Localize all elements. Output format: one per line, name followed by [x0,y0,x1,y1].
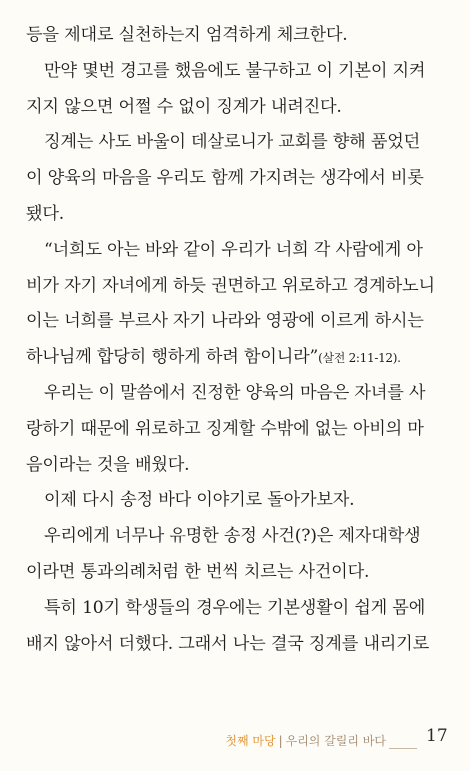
footer-separator: | [278,734,283,748]
text-line: 랑하기 때문에 위로하고 징계할 수밖에 없는 아비의 마 [26,418,424,439]
chapter-title: 우리의 갈릴리 바다 [285,734,386,748]
text-line: 만약 몇번 경고를 했음에도 불구하고 이 기본이 지켜 [44,60,426,81]
text-line: 이는 너희를 부르사 자기 나라와 영광에 이르게 하시는 [26,311,424,332]
text-line: 이 양육의 마음을 우리도 함께 가지려는 생각에서 비롯 [26,168,424,189]
body-text [26,18,450,662]
text-line: 이라면 통과의례처럼 한 번씩 치르는 사건이다. [26,561,370,582]
page-footer [0,726,470,756]
text-line: 음이라는 것을 배웠다. [26,454,190,475]
footer-rule [389,748,417,749]
scripture-citation: (살전 2:11-12). [318,351,401,366]
running-head [225,732,386,749]
page-number: 17 [426,726,448,746]
text-line: 징계는 사도 바울이 데살로니가 교회를 향해 품었던 [44,132,421,153]
text-line: “너희도 아는 바와 같이 우리가 너희 각 사람에게 아 [44,239,423,260]
chapter-label: 첫째 마당 [225,734,276,748]
text-line: 등을 제대로 실천하는지 엄격하게 체크한다. [26,25,348,45]
text-line: 배지 않아서 더했다. 그래서 나는 결국 징계를 내리기로 [26,633,429,654]
text-line: 우리에게 너무나 유명한 송정 사건(?)은 제자대학생 [44,526,421,547]
text-line-with-citation [26,340,450,376]
text-line: 됐다. [26,203,65,224]
text-line: 비가 자기 자녀에게 하듯 권면하고 위로하고 경계하노니 [26,275,435,296]
text-line: 하나님께 합당히 행하게 하려 함이니라” [26,347,319,368]
text-line: 우리는 이 말씀에서 진정한 양육의 마음은 자녀를 사 [44,382,426,403]
text-line: 이제 다시 송정 바다 이야기로 돌아가보자. [44,490,355,511]
text-line: 지지 않으면 어쩔 수 없이 징계가 내려진다. [26,96,342,117]
text-line: 특히 10기 학생들의 경우에는 기본생활이 쉽게 몸에 [44,597,426,618]
